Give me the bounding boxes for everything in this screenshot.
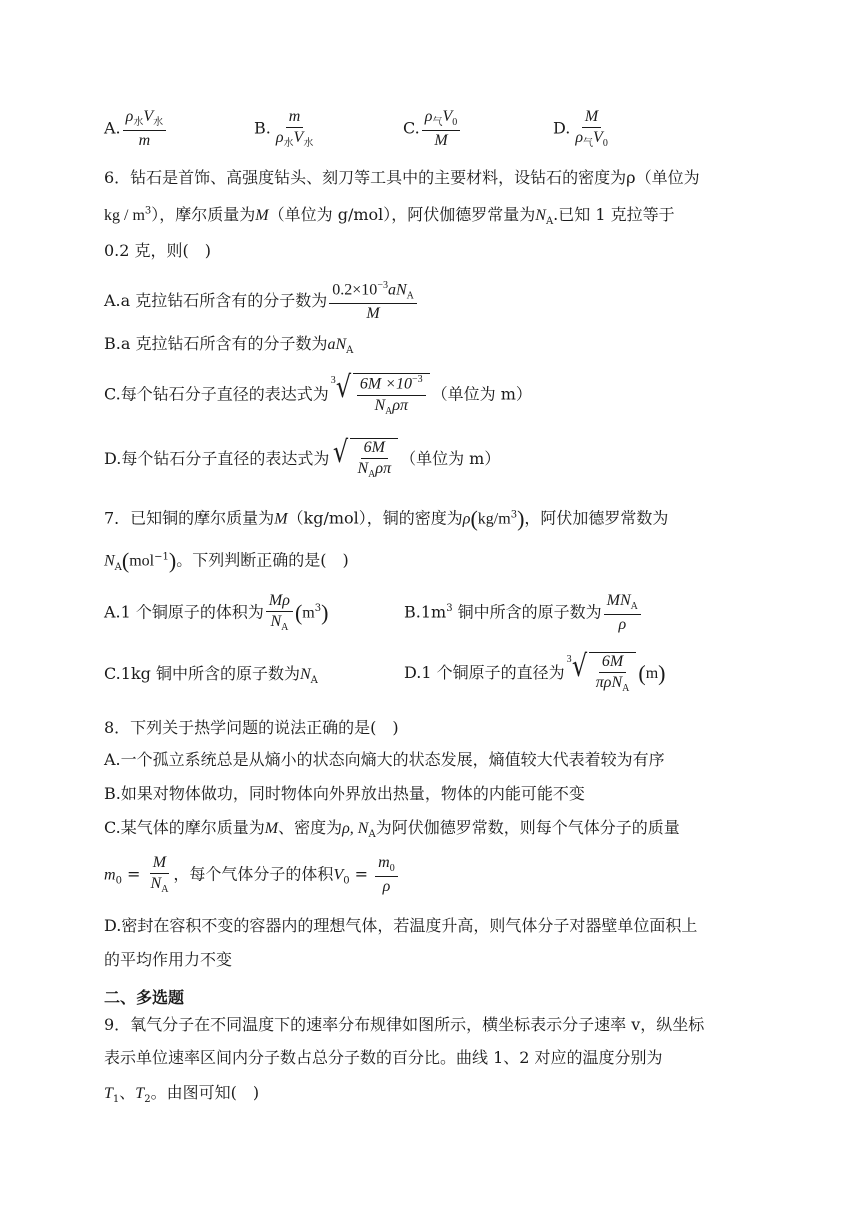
q6-stem-line2: kg / $m^3$），摩尔质量为M（单位为 g/mol），阿伏伽德罗常量为$N_A$.已知 1 克拉等于 [104, 205, 675, 228]
q7-option-a[interactable]: A.1 个铜原子的体积为 $\frac{M\rho}{N_A}$ $(m^3)$ [104, 592, 329, 634]
q8-option-d-line2: 的平均作用力不变 [104, 950, 233, 969]
q6-option-b[interactable]: B.a 克拉钻石所含有的分子数为$aN_A$ [104, 334, 354, 357]
q8-option-c-line1[interactable]: C.某气体的摩尔质量为M、密度为ρ, $N_A$为阿伏伽德罗常数，则每个气体分子的质量 [104, 818, 680, 841]
fraction: $\frac{MN_A}{\rho}$ [604, 592, 641, 634]
option-label: C. [403, 118, 420, 138]
q6-stem-line3: 0.2 克，则( ) [104, 241, 212, 260]
fraction: $\frac{m_0}{\rho}$ [375, 854, 398, 896]
q5-option-c[interactable] [403, 108, 462, 150]
q5-option-a[interactable] [104, 108, 168, 150]
q8-stem: 8．下列关于热学问题的说法正确的是( ) [104, 718, 399, 737]
fraction: $\frac{M\rho}{N_A}$ [266, 592, 293, 634]
fraction: $\frac{\rho_气V_0}{M}$ [422, 108, 460, 150]
q8-option-c-line2: $m_0$ = $\frac{M}{N_A}$ ，每个气体分子的体积$V_0$ = $\frac{m_0}{\rho}$ [104, 854, 400, 896]
square-root: √ $\frac{6M}{N_A\rho\pi}$ [331, 438, 398, 481]
option-label: B. [254, 118, 271, 138]
q9-stem-line1: 9．氧气分子在不同温度下的速率分布规律如图所示，横坐标表示分子速率 v，纵坐标 [104, 1015, 705, 1034]
fraction: $\frac{M}{\rho_气V_0}$ [575, 108, 608, 150]
option-text: D.每个钻石分子直径的表达式为 [104, 449, 330, 469]
q8-option-d-line1[interactable]: D.密封在容积不变的容器内的理想气体，若温度升高，则气体分子对器壁单位面积上 [104, 916, 698, 935]
fraction: $\frac{0.2\times 10^{-3}aN_A}{M}$ [329, 280, 417, 323]
option-text: A.1 个铜原子的体积为 [104, 602, 264, 622]
option-text: A.a 克拉钻石所含有的分子数为 [104, 291, 328, 311]
q7-option-b[interactable]: $B.1m^3$ 铜中所含的原子数为 $\frac{MN_A}{\rho}$ [404, 592, 643, 634]
fraction: $\frac{M}{N_A}$ [150, 854, 169, 896]
q8-option-a[interactable]: A.一个孤立系统总是从熵小的状态向熵大的状态发展，熵值较大代表着较为有序 [104, 750, 665, 769]
q7-stem-line1: 7．已知铜的摩尔质量为M（kg/mol），铜的密度为$\rho(kg/m^3)$，阿伏加德罗常数为 [104, 506, 669, 531]
q5-option-d[interactable] [553, 108, 613, 150]
option-text: C.1kg 铜中所含的原子数为 [104, 664, 300, 683]
q6-option-a[interactable] [104, 280, 419, 323]
q7-option-d[interactable]: D.1 个铜原子的直径为 3 √ $\frac{6M}{\pi\rho N_A}$ (m) [404, 649, 666, 695]
q6-option-c[interactable]: C.每个钻石分子直径的表达式为 3 √ $\frac{6M \times 10^{-3}}{N_A\rho\pi}$ （单位为 m） [104, 370, 532, 417]
q9-stem-line2: 表示单位速率区间内分子数占总分子数的百分比。曲线 1、2 对应的温度分别为 [104, 1048, 663, 1067]
q9-stem-line3: $T_1$、$T_2$。由图可知( ) [104, 1083, 260, 1106]
option-text: D.1 个铜原子的直径为 [404, 663, 565, 683]
option-text: B.1m [404, 602, 447, 622]
cube-root: 3 √ $\frac{6M \times 10^{-3}}{N_A\rho\pi}$ [331, 373, 430, 417]
cube-root: 3 √ $\frac{6M}{\pi\rho N_A}$ [567, 652, 637, 695]
fraction: $\frac{m}{\rho_水V_水}$ [275, 108, 314, 150]
option-label: D. [553, 118, 571, 138]
section-heading: 二、多选题 [104, 988, 185, 1007]
option-label: A. [104, 118, 121, 138]
q6-option-d[interactable]: D.每个钻石分子直径的表达式为 √ $\frac{6M}{N_A\rho\pi}$ （单位为 m） [104, 435, 501, 481]
q7-stem-line2: $N_A(mol^{-1})$。下列判断正确的是( ) [104, 548, 349, 573]
fraction: $\frac{\rho_水V_水}{m}$ [123, 108, 166, 150]
q8-option-b[interactable]: B.如果对物体做功，同时物体向外界放出热量，物体的内能可能不变 [104, 784, 585, 803]
option-text: B.a 克拉钻石所含有的分子数为 [104, 334, 328, 353]
q6-stem-line1: 6．钻石是首饰、高强度钻头、刻刀等工具中的主要材料，设钻石的密度为ρ（单位为 [104, 168, 700, 187]
option-text: C.每个钻石分子直径的表达式为 [104, 384, 329, 404]
q7-option-c[interactable]: C.1kg 铜中所含的原子数为$N_A$ [104, 664, 318, 687]
q5-option-b[interactable] [254, 108, 318, 150]
